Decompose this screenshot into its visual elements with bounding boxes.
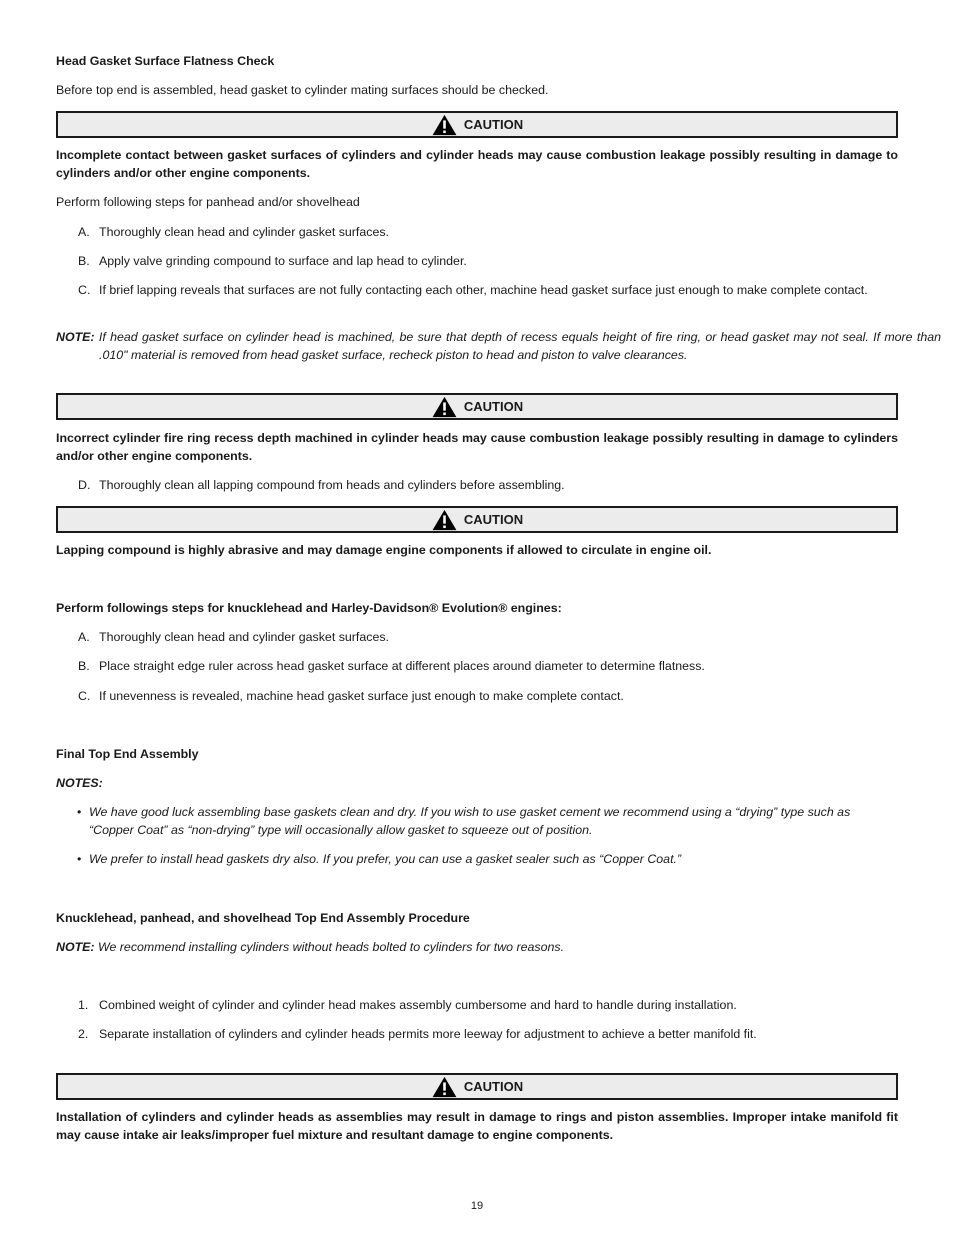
section-heading-flatness-check: Head Gasket Surface Flatness Check — [56, 54, 275, 68]
list-text: Thoroughly clean head and cylinder gasket surfaces. — [99, 225, 389, 239]
note-label: NOTE: — [56, 940, 95, 954]
caution-text-3: Lapping compound is highly abrasive and may damage engine components if allowed to circulate in engine oil. — [56, 543, 712, 557]
list-text: Apply valve grinding compound to surface and lap head to cylinder. — [99, 254, 467, 268]
section-heading-procedure: Knucklehead, panhead, and shovelhead Top End Assembly Procedure — [56, 911, 470, 925]
note-text: We recommend installing cylinders without heads bolted to cylinders for two reasons. — [98, 940, 565, 954]
bullet-icon: • — [77, 852, 82, 866]
warning-triangle-icon — [431, 396, 458, 418]
list-marker: A. — [78, 630, 90, 644]
list-text: Thoroughly clean head and cylinder gasket surfaces. — [99, 630, 389, 644]
caution-label: CAUTION — [463, 512, 524, 527]
page-number: 19 — [470, 1200, 484, 1212]
caution-text-1: Incomplete contact between gasket surfaces of cylinders and cylinder heads may cause combustion leakage possibly resulting in damage to cylinders and/or other engine components. — [56, 148, 898, 180]
caution-text-4: Installation of cylinders and cylinder heads as assemblies may result in damage to rings and piston assemblies. Improper intake manifold fit may cause intake air leaks/improper fuel mixture and resultant damage to engine components. — [56, 1110, 898, 1142]
list-text: Thoroughly clean all lapping compound from heads and cylinders before assembling. — [99, 478, 565, 492]
note-paragraph — [56, 328, 941, 364]
caution-label: CAUTION — [463, 117, 524, 132]
bullet-text: We prefer to install head gaskets dry also. If you prefer, you can use a gasket sealer such as “Copper Coat.” — [89, 852, 682, 866]
steps-intro: Perform following steps for panhead and/or shovelhead — [56, 195, 360, 209]
section-heading-final-assembly: Final Top End Assembly — [56, 747, 199, 761]
warning-triangle-icon — [431, 509, 458, 531]
list-text: Separate installation of cylinders and cylinder heads permits more leeway for adjustment to achieve a better manifold fit. — [99, 1027, 757, 1041]
note-paragraph — [56, 938, 898, 956]
note-label: NOTE: — [56, 330, 95, 344]
warning-triangle-icon — [431, 1076, 458, 1098]
list-marker: C. — [78, 283, 91, 297]
list-marker: C. — [78, 689, 91, 703]
list-text: Combined weight of cylinder and cylinder head makes assembly cumbersome and hard to handle during installation. — [99, 998, 737, 1012]
caution-banner-1 — [56, 111, 898, 138]
list-marker: B. — [78, 254, 90, 268]
list-marker: 2. — [78, 1027, 89, 1041]
note-text: If head gasket surface on cylinder head is machined, be sure that depth of recess equals height of fire ring, or head gasket may not seal. If more than .010" material is removed from head gasket surface, recheck piston to head and piston to valve clearances. — [98, 330, 941, 362]
list-text: If unevenness is revealed, machine head gasket surface just enough to make complete contact. — [99, 689, 624, 703]
caution-label: CAUTION — [463, 399, 524, 414]
warning-triangle-icon — [431, 114, 458, 136]
list-marker: A. — [78, 225, 90, 239]
caution-text-2: Incorrect cylinder fire ring recess depth machined in cylinder heads may cause combustion leakage possibly resulting in damage to cylinders and/or other engine components. — [56, 431, 898, 463]
caution-banner-3 — [56, 506, 898, 533]
notes-label: NOTES: — [56, 776, 103, 790]
caution-banner-4 — [56, 1073, 898, 1100]
list-text: If brief lapping reveals that surfaces are not fully contacting each other, machine head gasket surface just enough to make complete contact. — [99, 283, 868, 297]
caution-banner-2 — [56, 393, 898, 420]
caution-label: CAUTION — [463, 1079, 524, 1094]
section-heading-knucklehead: Perform followings steps for knucklehead and Harley-Davidson® Evolution® engines: — [56, 601, 562, 615]
list-text: Place straight edge ruler across head gasket surface at different places around diameter to determine flatness. — [99, 659, 705, 673]
intro-paragraph: Before top end is assembled, head gasket to cylinder mating surfaces should be checked. — [56, 83, 549, 97]
list-marker: B. — [78, 659, 90, 673]
list-marker: D. — [78, 478, 91, 492]
bullet-icon: • — [77, 805, 82, 819]
list-marker: 1. — [78, 998, 89, 1012]
bullet-text: We have good luck assembling base gaskets clean and dry. If you wish to use gasket cement we recommend using a “drying” type such as “Copper Coat” as “non-drying” type will occasionally allow gasket to squeeze out of position. — [89, 805, 851, 837]
